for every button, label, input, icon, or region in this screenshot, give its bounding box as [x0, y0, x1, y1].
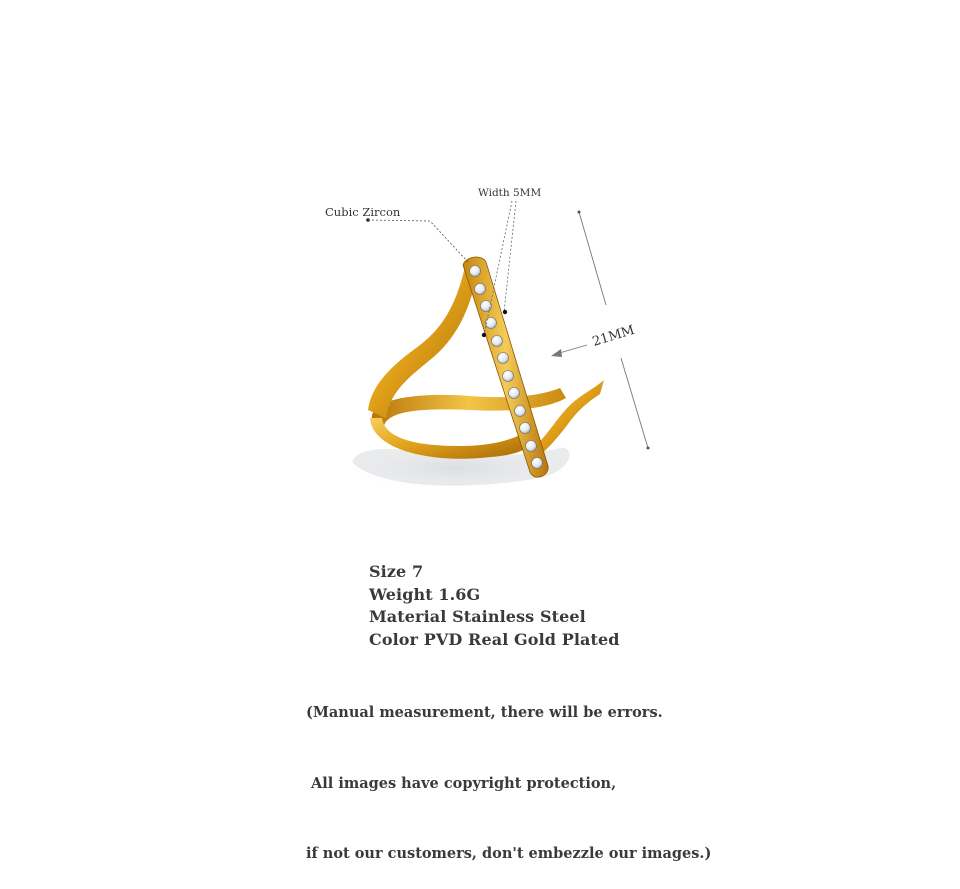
width-leader-line-right [504, 201, 516, 312]
callout-leader-line [368, 220, 468, 262]
height-arrow-head [551, 349, 562, 357]
spec-list [369, 561, 620, 651]
zircon-label: Cubic Zircon [325, 205, 401, 219]
spec-weight: Weight 1.6G [369, 584, 481, 604]
zircon-stone [515, 406, 526, 417]
zircon-stone [492, 336, 503, 347]
disclaimer-line: All images have copyright protection, [306, 774, 617, 792]
disclaimer-line: (Manual measurement, there will be errors. [306, 704, 663, 721]
height-end-dot [647, 447, 650, 450]
width-label: Width 5MM [478, 187, 542, 199]
zircon-stone [470, 266, 481, 277]
zircon-stone [532, 458, 543, 469]
zircon-stone [509, 388, 520, 399]
disclaimer-line: if not our customers, don't embezzle our images.) [306, 845, 712, 862]
ring-band-back [372, 388, 566, 426]
height-dimension-line-bottom [621, 358, 648, 448]
spec-size: Size 7 [369, 562, 424, 581]
zircon-stone [481, 301, 492, 312]
height-dimension-line-top [579, 212, 606, 305]
disclaimer [306, 654, 711, 889]
spec-material: Material Stainless Steel [369, 607, 586, 626]
spec-color: Color PVD Real Gold Plated [369, 629, 620, 649]
zircon-stone [526, 441, 537, 452]
height-end-dot [578, 211, 581, 214]
zircon-stone [498, 353, 509, 364]
height-label: 21MM [590, 322, 637, 350]
ring-shank-left [368, 262, 478, 418]
zircon-callout [325, 205, 468, 262]
width-marker-dot [482, 333, 486, 337]
zircon-stone [475, 284, 486, 295]
width-marker-dot [503, 310, 507, 314]
zircon-stone [503, 371, 514, 382]
zircon-stone [520, 423, 531, 434]
